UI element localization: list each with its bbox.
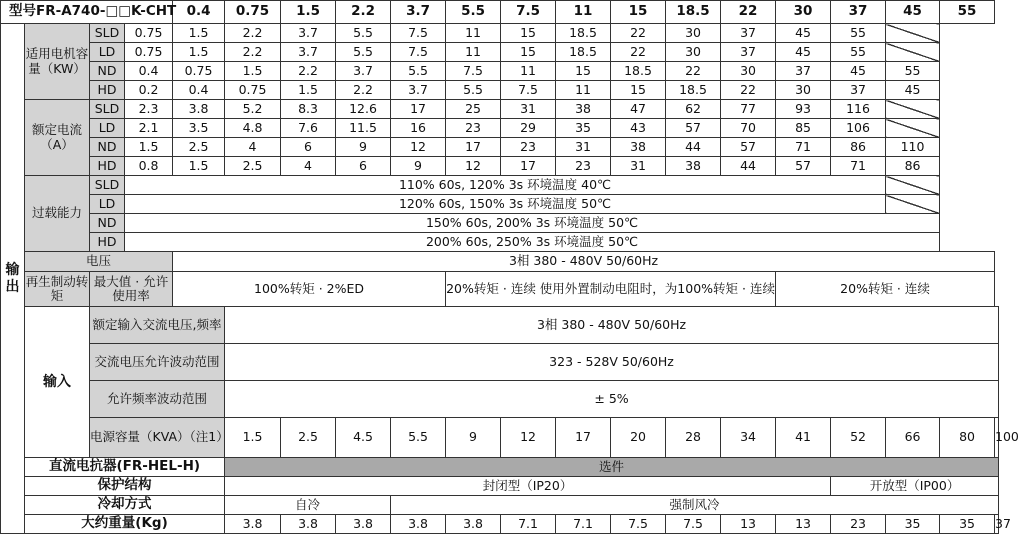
value-cell: 8.3 xyxy=(281,100,336,119)
table-row xyxy=(1,307,999,344)
value-cell: 15 xyxy=(501,43,556,62)
value-cell: 7.5 xyxy=(391,24,446,43)
value-cell: 43 xyxy=(611,119,666,138)
not-applicable-cell xyxy=(886,195,940,214)
value-cell: 31 xyxy=(611,157,666,176)
value-cell: 16 xyxy=(391,119,446,138)
freq-fluct-label: 允许频率波动范围 xyxy=(90,381,225,418)
value-cell: 37 xyxy=(721,24,776,43)
value-cell: 1.5 xyxy=(125,138,173,157)
rated-input-value: 3相 380 - 480V 50/60Hz xyxy=(225,307,999,344)
cooling-value-1: 自冷 xyxy=(225,496,391,515)
value-cell: 13 xyxy=(776,515,831,534)
value-cell: 7.6 xyxy=(281,119,336,138)
table-row xyxy=(1,458,999,477)
table-row xyxy=(1,195,999,214)
value-cell: 20 xyxy=(611,418,666,458)
value-cell: 0.75 xyxy=(225,81,281,100)
value-cell: 86 xyxy=(886,157,940,176)
value-cell: 7.5 xyxy=(446,62,501,81)
value-cell: 23 xyxy=(831,515,886,534)
overload-value: 150% 60s, 200% 3s 环境温度 50℃ xyxy=(125,214,940,233)
value-cell: 0.75 xyxy=(173,62,225,81)
model-header-cell: 1.5 xyxy=(281,1,336,24)
model-header-cell: 55 xyxy=(940,1,995,24)
value-cell: 11 xyxy=(501,62,556,81)
value-cell: 3.7 xyxy=(281,24,336,43)
value-cell: 116 xyxy=(831,100,886,119)
mode-label: LD xyxy=(90,195,125,214)
value-cell: 15 xyxy=(501,24,556,43)
value-cell: 4 xyxy=(281,157,336,176)
table-row xyxy=(1,138,999,157)
value-cell: 62 xyxy=(666,100,721,119)
value-cell: 110 xyxy=(886,138,940,157)
value-cell: 71 xyxy=(831,157,886,176)
value-cell: 100 xyxy=(995,418,999,458)
mode-label: SLD xyxy=(90,100,125,119)
value-cell: 17 xyxy=(446,138,501,157)
value-cell: 22 xyxy=(611,24,666,43)
value-cell: 3.8 xyxy=(446,515,501,534)
model-header-cell: 18.5 xyxy=(666,1,721,24)
value-cell: 37 xyxy=(995,515,999,534)
value-cell: 5.5 xyxy=(391,418,446,458)
value-cell: 1.5 xyxy=(225,418,281,458)
rated-input-label: 额定输入交流电压,频率 xyxy=(90,307,225,344)
motor-capacity-label: 适用电机容量（KW） xyxy=(25,24,90,100)
value-cell: 5.2 xyxy=(225,100,281,119)
value-cell: 31 xyxy=(501,100,556,119)
dc-reactor-value: 选件 xyxy=(225,458,999,477)
value-cell: 0.4 xyxy=(173,81,225,100)
value-cell: 45 xyxy=(776,43,831,62)
mode-label: HD xyxy=(90,81,125,100)
value-cell: 31 xyxy=(556,138,611,157)
value-cell: 3.8 xyxy=(336,515,391,534)
value-cell: 7.5 xyxy=(666,515,721,534)
value-cell: 44 xyxy=(666,138,721,157)
value-cell: 2.2 xyxy=(225,43,281,62)
voltage-fluct-value: 323 - 528V 50/60Hz xyxy=(225,344,999,381)
overload-label: 过载能力 xyxy=(25,176,90,252)
regen-value-2: 20%转矩 · 连续 使用外置制动电阻时，为100%转矩 · 连续 xyxy=(446,272,776,307)
value-cell: 3.7 xyxy=(281,43,336,62)
value-cell: 2.5 xyxy=(281,418,336,458)
value-cell: 106 xyxy=(831,119,886,138)
mode-label: SLD xyxy=(90,176,125,195)
not-applicable-cell xyxy=(886,43,940,62)
model-header-cell: 5.5 xyxy=(446,1,501,24)
mode-label: ND xyxy=(90,214,125,233)
value-cell: 18.5 xyxy=(666,81,721,100)
protection-value-1: 封闭型（IP20） xyxy=(225,477,831,496)
value-cell: 0.75 xyxy=(125,24,173,43)
value-cell: 2.2 xyxy=(336,81,391,100)
value-cell: 13 xyxy=(721,515,776,534)
value-cell: 0.8 xyxy=(125,157,173,176)
value-cell: 22 xyxy=(666,62,721,81)
value-cell: 18.5 xyxy=(611,62,666,81)
value-cell: 3.7 xyxy=(391,81,446,100)
value-cell: 0.75 xyxy=(125,43,173,62)
value-cell: 37 xyxy=(721,43,776,62)
table-row xyxy=(1,344,999,381)
table-row xyxy=(1,252,999,272)
value-cell: 37 xyxy=(776,62,831,81)
value-cell: 35 xyxy=(556,119,611,138)
value-cell: 3.8 xyxy=(225,515,281,534)
model-header-cell: 45 xyxy=(886,1,940,24)
table-row xyxy=(1,418,999,458)
value-cell: 7.1 xyxy=(556,515,611,534)
value-cell: 0.4 xyxy=(125,62,173,81)
value-cell: 12 xyxy=(391,138,446,157)
weight-label: 大约重量(Kg) xyxy=(25,515,225,534)
value-cell: 45 xyxy=(886,81,940,100)
table-row xyxy=(1,100,999,119)
cooling-label: 冷却方式 xyxy=(25,496,225,515)
model-header-cell: 15 xyxy=(611,1,666,24)
value-cell: 80 xyxy=(940,418,995,458)
value-cell: 5.5 xyxy=(336,24,391,43)
model-header-cell: 37 xyxy=(831,1,886,24)
value-cell: 38 xyxy=(666,157,721,176)
value-cell: 11 xyxy=(446,43,501,62)
voltage-label: 电压 xyxy=(25,252,173,272)
model-header-cell: 7.5 xyxy=(501,1,556,24)
power-capacity-label: 电源容量（KVA）（注1） xyxy=(90,418,225,458)
value-cell: 2.3 xyxy=(125,100,173,119)
table-row xyxy=(1,43,999,62)
value-cell: 12.6 xyxy=(336,100,391,119)
value-cell: 9 xyxy=(336,138,391,157)
value-cell: 17 xyxy=(391,100,446,119)
protection-value-2: 开放型（IP00） xyxy=(831,477,999,496)
table-row xyxy=(1,381,999,418)
regen-sublabel: 最大值 · 允许使用率 xyxy=(90,272,173,307)
value-cell: 4.8 xyxy=(225,119,281,138)
value-cell: 22 xyxy=(611,43,666,62)
overload-value: 200% 60s, 250% 3s 环境温度 50℃ xyxy=(125,233,940,252)
value-cell: 2.2 xyxy=(225,24,281,43)
value-cell: 55 xyxy=(831,43,886,62)
value-cell: 7.5 xyxy=(391,43,446,62)
value-cell: 23 xyxy=(501,138,556,157)
value-cell: 44 xyxy=(721,157,776,176)
value-cell: 30 xyxy=(666,43,721,62)
value-cell: 2.5 xyxy=(225,157,281,176)
value-cell: 37 xyxy=(831,81,886,100)
value-cell: 2.1 xyxy=(125,119,173,138)
value-cell: 3.8 xyxy=(173,100,225,119)
value-cell: 7.5 xyxy=(611,515,666,534)
not-applicable-cell xyxy=(886,24,940,43)
value-cell: 5.5 xyxy=(446,81,501,100)
value-cell: 15 xyxy=(611,81,666,100)
mode-label: LD xyxy=(90,119,125,138)
value-cell: 38 xyxy=(611,138,666,157)
value-cell: 30 xyxy=(776,81,831,100)
not-applicable-cell xyxy=(886,176,940,195)
value-cell: 6 xyxy=(281,138,336,157)
output-section-label: 输出 xyxy=(1,24,25,534)
value-cell: 1.5 xyxy=(225,62,281,81)
value-cell: 2.2 xyxy=(281,62,336,81)
table-row xyxy=(1,496,999,515)
value-cell: 23 xyxy=(446,119,501,138)
value-cell: 7.5 xyxy=(501,81,556,100)
value-cell: 5.5 xyxy=(391,62,446,81)
value-cell: 3.8 xyxy=(281,515,336,534)
table-row xyxy=(1,515,999,534)
cooling-value-2: 强制风冷 xyxy=(391,496,999,515)
value-cell: 18.5 xyxy=(556,43,611,62)
value-cell: 30 xyxy=(721,62,776,81)
value-cell: 22 xyxy=(721,81,776,100)
dc-reactor-label: 直流电抗器(FR-HEL-H) xyxy=(25,458,225,477)
value-cell: 11 xyxy=(446,24,501,43)
value-cell: 15 xyxy=(556,62,611,81)
value-cell: 86 xyxy=(831,138,886,157)
value-cell: 1.5 xyxy=(173,157,225,176)
value-cell: 17 xyxy=(501,157,556,176)
value-cell: 7.1 xyxy=(501,515,556,534)
table-row xyxy=(1,24,999,43)
value-cell: 17 xyxy=(556,418,611,458)
value-cell: 35 xyxy=(940,515,995,534)
mode-label: HD xyxy=(90,233,125,252)
value-cell: 45 xyxy=(831,62,886,81)
value-cell: 2.5 xyxy=(173,138,225,157)
value-cell: 6 xyxy=(336,157,391,176)
mode-label: ND xyxy=(90,62,125,81)
header-row xyxy=(1,1,999,24)
value-cell: 57 xyxy=(666,119,721,138)
table-row xyxy=(1,233,999,252)
mode-label: LD xyxy=(90,43,125,62)
table-row xyxy=(1,214,999,233)
overload-value: 110% 60s, 120% 3s 环境温度 40℃ xyxy=(125,176,886,195)
value-cell: 1.5 xyxy=(173,24,225,43)
value-cell: 3.7 xyxy=(336,62,391,81)
value-cell: 45 xyxy=(776,24,831,43)
value-cell: 55 xyxy=(886,62,940,81)
value-cell: 57 xyxy=(721,138,776,157)
value-cell: 3.5 xyxy=(173,119,225,138)
value-cell: 57 xyxy=(776,157,831,176)
overload-value: 120% 60s, 150% 3s 环境温度 50℃ xyxy=(125,195,886,214)
table-row xyxy=(1,477,999,496)
value-cell: 52 xyxy=(831,418,886,458)
value-cell: 34 xyxy=(721,418,776,458)
mode-label: HD xyxy=(90,157,125,176)
value-cell: 18.5 xyxy=(556,24,611,43)
value-cell: 12 xyxy=(446,157,501,176)
not-applicable-cell xyxy=(886,100,940,119)
voltage-value: 3相 380 - 480V 50/60Hz xyxy=(173,252,995,272)
model-header-cell: 0.75 xyxy=(225,1,281,24)
value-cell: 93 xyxy=(776,100,831,119)
value-cell: 66 xyxy=(886,418,940,458)
value-cell: 1.5 xyxy=(173,43,225,62)
value-cell: 11.5 xyxy=(336,119,391,138)
value-cell: 23 xyxy=(556,157,611,176)
model-header-cell: 3.7 xyxy=(391,1,446,24)
value-cell: 4.5 xyxy=(336,418,391,458)
model-header-cell: 30 xyxy=(776,1,831,24)
value-cell: 71 xyxy=(776,138,831,157)
table-row xyxy=(1,81,999,100)
not-applicable-cell xyxy=(886,119,940,138)
value-cell: 3.8 xyxy=(391,515,446,534)
regen-value-3: 20%转矩 · 连续 xyxy=(776,272,995,307)
model-header-cell: 2.2 xyxy=(336,1,391,24)
value-cell: 5.5 xyxy=(336,43,391,62)
table-row xyxy=(1,157,999,176)
model-header-cell: 11 xyxy=(556,1,611,24)
voltage-fluct-label: 交流电压允许波动范围 xyxy=(90,344,225,381)
mode-label: SLD xyxy=(90,24,125,43)
value-cell: 70 xyxy=(721,119,776,138)
model-header-cell: 0.4 xyxy=(173,1,225,24)
value-cell: 25 xyxy=(446,100,501,119)
regen-value-1: 100%转矩 · 2%ED xyxy=(173,272,446,307)
table-row xyxy=(1,176,999,195)
value-cell: 28 xyxy=(666,418,721,458)
protection-label: 保护结构 xyxy=(25,477,225,496)
value-cell: 77 xyxy=(721,100,776,119)
value-cell: 38 xyxy=(556,100,611,119)
value-cell: 85 xyxy=(776,119,831,138)
mode-label: ND xyxy=(90,138,125,157)
value-cell: 41 xyxy=(776,418,831,458)
value-cell: 12 xyxy=(501,418,556,458)
table-row xyxy=(1,119,999,138)
regen-label: 再生制动转矩 xyxy=(25,272,90,307)
model-header-cell: 22 xyxy=(721,1,776,24)
value-cell: 29 xyxy=(501,119,556,138)
value-cell: 30 xyxy=(666,24,721,43)
value-cell: 0.2 xyxy=(125,81,173,100)
rated-current-label: 额定电流（A） xyxy=(25,100,90,176)
freq-fluct-value: ± 5% xyxy=(225,381,999,418)
value-cell: 9 xyxy=(391,157,446,176)
value-cell: 1.5 xyxy=(281,81,336,100)
value-cell: 11 xyxy=(556,81,611,100)
value-cell: 55 xyxy=(831,24,886,43)
value-cell: 35 xyxy=(886,515,940,534)
value-cell: 4 xyxy=(225,138,281,157)
table-row xyxy=(1,272,999,307)
table-row xyxy=(1,62,999,81)
input-section-label: 输入 xyxy=(25,307,90,458)
value-cell: 9 xyxy=(446,418,501,458)
model-label: 型号FR-A740-□□K-CHT xyxy=(1,1,173,24)
value-cell: 47 xyxy=(611,100,666,119)
